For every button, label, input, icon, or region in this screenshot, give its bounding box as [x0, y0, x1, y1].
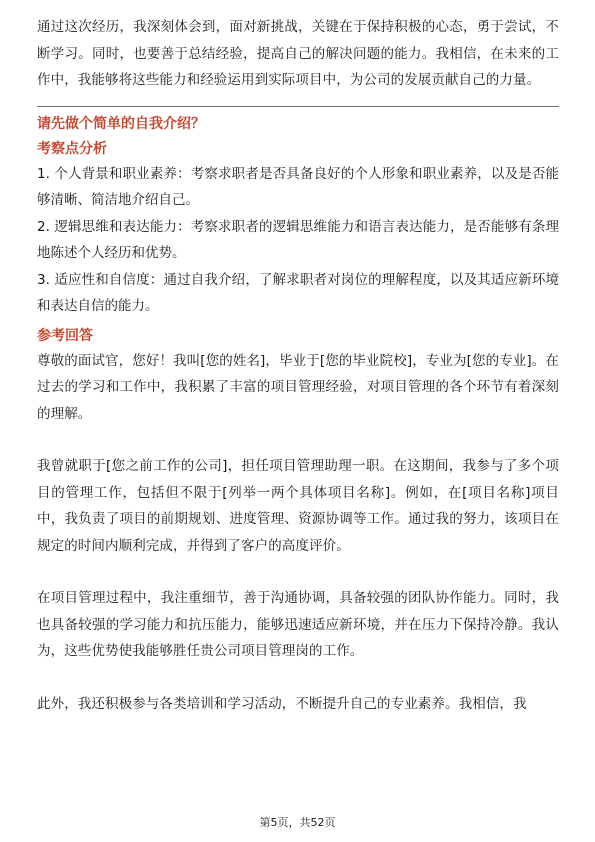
analysis-list — [37, 161, 559, 320]
page-content — [37, 14, 559, 717]
page-number-footer: 第5页，共52页 — [259, 816, 336, 829]
answer-paragraph: 此外，我还积极参与各类培训和学习活动，不断提升自己的专业素养。我相信，我 — [37, 695, 527, 712]
question-heading: 请先做个简单的自我介绍？ — [37, 115, 205, 132]
spacer — [37, 427, 559, 453]
analysis-item: 1. 个人背景和职业素养：考察求职者是否具备良好的个人形象和职业素养，以及是否能够清晰、简洁地介绍自己。 — [37, 165, 559, 208]
answer-heading: 参考回答 — [37, 327, 93, 344]
spacer — [37, 559, 559, 585]
analysis-heading: 考察点分析 — [37, 140, 107, 157]
analysis-item: 2. 逻辑思维和表达能力：考察求职者的逻辑思维能力和语言表达能力，是否能够有条理地陈述个人经历和优势。 — [37, 218, 559, 261]
section-divider — [37, 106, 559, 107]
analysis-item: 3. 适应性和自信度：通过自我介绍，了解求职者对岗位的理解程度，以及其适应新环境和表达自信的能力。 — [37, 271, 559, 314]
answer-paragraph: 尊敬的面试官，您好！我叫[您的姓名]，毕业于[您的毕业院校]，专业为[您的专业]。在过去的学习和工作中，我积累了丰富的项目管理经验，对项目管理的各个环节有着深刻的理解。 — [37, 352, 559, 422]
answer-paragraph: 在项目管理过程中，我注重细节，善于沟通协调，具备较强的团队协作能力。同时，我也具备较强的学习能力和抗压能力，能够迅速适应新环境，并在压力下保持冷静。我认为，这些优势使我能够胜任贵公司项目管理岗的工作。 — [37, 590, 559, 659]
intro-paragraph: 通过这次经历，我深刻体会到，面对新挑战，关键在于保持积极的心态，勇于尝试，不断学习。同时，也要善于总结经验，提高自己的解决问题的能力。我相信，在未来的工作中，我能够将这些能力和经验运用到实际项目中，为公司的发展贡献自己的力量。 — [37, 19, 559, 88]
spacer — [37, 665, 559, 691]
answer-paragraph: 我曾就职于[您之前工作的公司]，担任项目管理助理一职。在这期间，我参与了多个项目的管理工作，包括但不限于[列举一两个具体项目名称]。例如，在[项目名称]项目中，我负责了项目的前期规划、进度管理、资源协调等工作。通过我的努力，该项目在规定的时间内顺利完成，并得到了客户的高度评价。 — [37, 458, 559, 554]
